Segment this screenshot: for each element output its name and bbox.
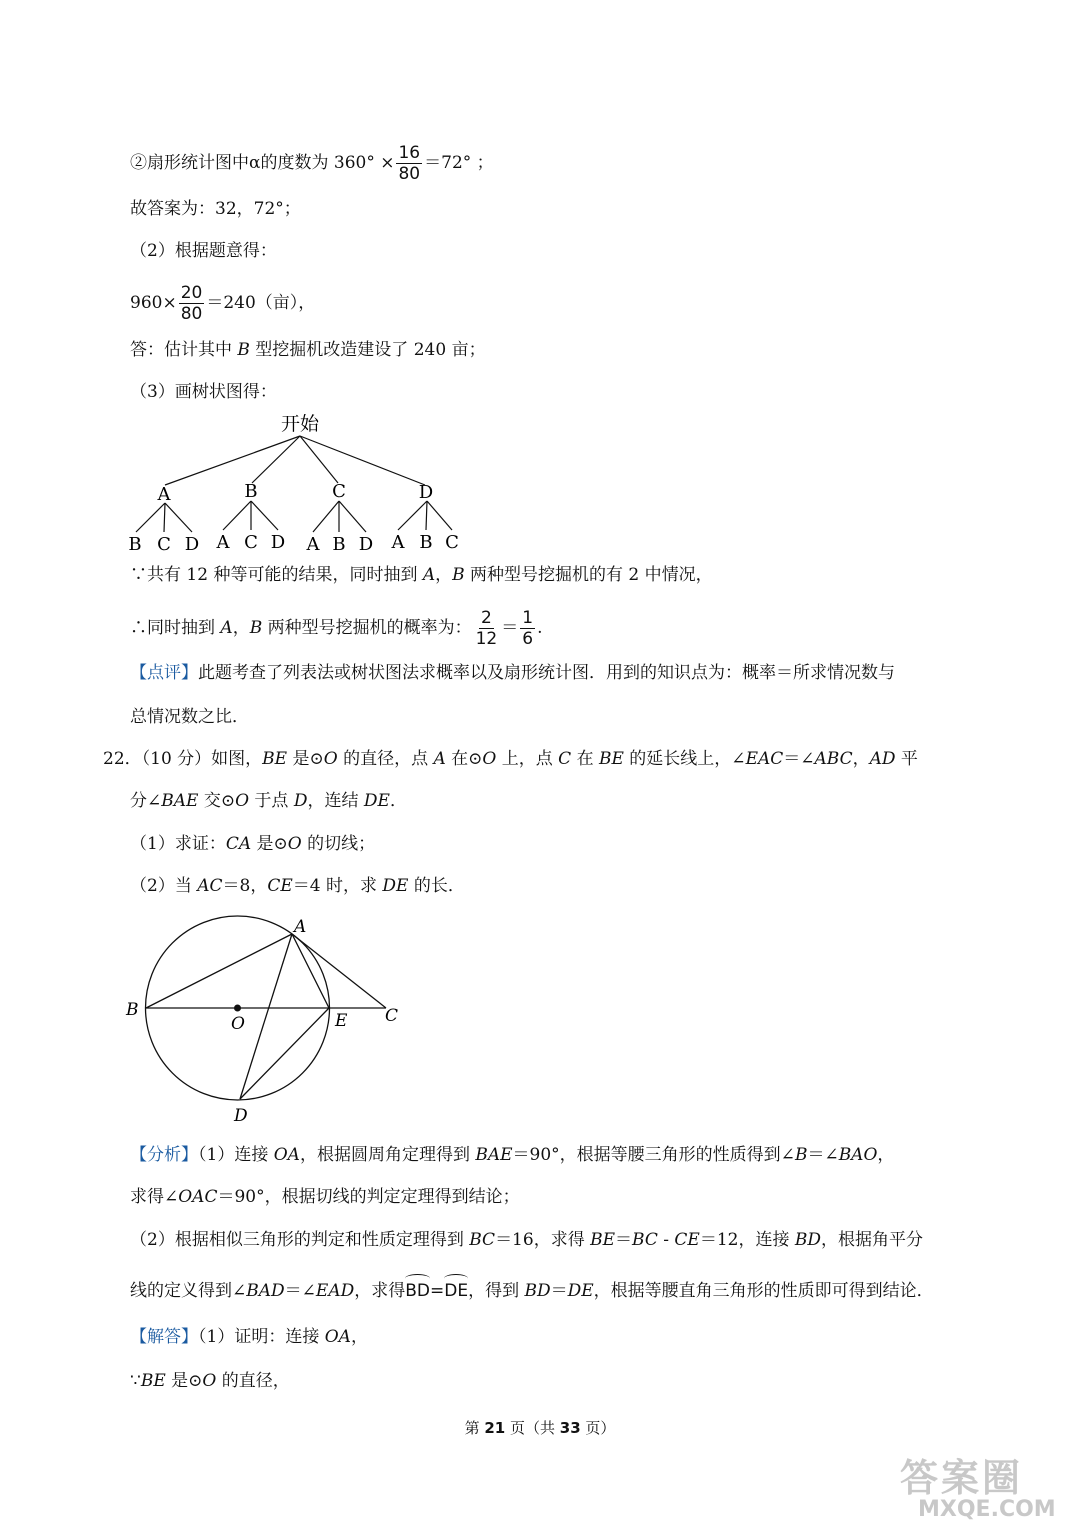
analysis-line-1 (130, 1143, 894, 1167)
analysis-line-3 (130, 1228, 923, 1252)
tree-leaf: D (358, 534, 374, 555)
label-o: O (231, 1014, 245, 1034)
tree-leaf: A (391, 532, 405, 553)
math-var: B (452, 565, 465, 585)
text: ． (389, 791, 407, 811)
math-var: DE (567, 1281, 594, 1301)
text: = (430, 1281, 445, 1301)
text-line-1 (130, 143, 494, 184)
tree-leaf: B (419, 532, 433, 553)
math-var: OAC (178, 1187, 218, 1207)
math-var: AC (197, 876, 223, 896)
text: ②扇形统计图中α的度数为 360° × (130, 153, 395, 173)
center-point (234, 1005, 241, 1012)
math-var: BAE (161, 791, 199, 811)
math-var: BAO (838, 1145, 878, 1165)
analysis-tag: 【分析】 (130, 1145, 198, 1165)
math-var: CE (267, 876, 293, 896)
text: 在 (571, 749, 599, 769)
math-var: DE (363, 791, 390, 811)
denominator: 80 (398, 164, 421, 184)
text: ＝∠ (807, 1145, 839, 1165)
solution-tag: 【解答】 (130, 1327, 198, 1347)
text: ， (877, 1145, 895, 1165)
tree-node-l1: A (157, 484, 171, 505)
comment-tag: 【点评】 (130, 663, 198, 683)
math-var: AD (869, 749, 896, 769)
math-var: O (202, 1371, 217, 1391)
text: 两种型号挖掘机的有 2 中情况， (464, 565, 713, 585)
tree-leaf: D (184, 534, 200, 555)
label-a: A (294, 917, 307, 937)
text: ，根据等腰直角三角形的性质即可得到结论． (593, 1281, 934, 1301)
text: ∵共有 12 种等可能的结果，同时抽到 (130, 565, 423, 585)
text-line-2: 故答案为：32，72°； (130, 199, 301, 219)
math-var: O (323, 749, 338, 769)
text: 的长． (408, 876, 465, 896)
tree-leaf: C (157, 534, 171, 555)
text: ＝∠ (783, 749, 815, 769)
math-var: A (433, 749, 446, 769)
text: ＝90°，根据等腰三角形的性质得到∠ (512, 1145, 795, 1165)
text: ，求得 (354, 1281, 406, 1301)
tree-leaf: B (128, 534, 142, 555)
tree-leaf: A (216, 532, 230, 553)
text: ， (350, 1327, 368, 1347)
text: 的切线； (301, 834, 376, 854)
fraction (474, 608, 500, 649)
math-var: O (287, 834, 302, 854)
tree-node-l1: B (244, 481, 258, 502)
math-var: BE (262, 749, 288, 769)
math-var: BE (590, 1230, 616, 1250)
math-var: EAC (745, 749, 784, 769)
math-var: OA (324, 1327, 351, 1347)
solution-line-2 (130, 1369, 290, 1393)
math-var: BD (794, 1230, 821, 1250)
math-var: C (558, 749, 572, 769)
text: 线的定义得到∠ (130, 1281, 247, 1301)
denominator: 6 (522, 629, 534, 649)
text-line-6: （3）画树状图得： (130, 382, 277, 402)
text: ，连结 (307, 791, 364, 811)
comment-line-1 (130, 661, 895, 685)
text: ， (435, 565, 453, 585)
math-var: O (482, 749, 497, 769)
text: 如图， (211, 749, 263, 769)
comment-line-2: 总情况数之比． (130, 707, 249, 727)
page-total: 33 (559, 1419, 581, 1437)
segment-ae (292, 934, 329, 1008)
tree-leaf: C (244, 532, 258, 553)
text: 答：估计其中 (130, 340, 238, 360)
tree-leaf: C (445, 532, 459, 553)
text: 是⊙ (251, 834, 288, 854)
math-var: ABC (814, 749, 853, 769)
watermark-url: MXQE.COM (918, 1497, 1056, 1522)
segment-ac (292, 934, 386, 1008)
text: （1）证明：连接 (198, 1327, 325, 1347)
text: 在⊙ (445, 749, 483, 769)
math-var: DE (382, 876, 409, 896)
question-22-line-1 (103, 747, 918, 771)
text: 上，点 (496, 749, 559, 769)
fraction (179, 283, 205, 324)
text-line-3: （2）根据题意得： (130, 241, 277, 261)
geometry-figure (118, 910, 418, 1130)
text: 求得∠ (130, 1187, 179, 1207)
math-var: O (235, 791, 250, 811)
math-var: EAD (315, 1281, 355, 1301)
text: ‐ (657, 1230, 675, 1250)
math-var: B (794, 1145, 808, 1165)
text: 交⊙ (198, 791, 236, 811)
page-footer (0, 1417, 1080, 1438)
math-var: BAE (475, 1145, 513, 1165)
tree-node-l1: D (418, 482, 434, 503)
analysis-line-2 (130, 1185, 520, 1209)
fraction (520, 608, 535, 649)
page-number: 21 (484, 1419, 506, 1437)
tree-leaf: A (306, 534, 320, 555)
text: ∴同时抽到 (130, 618, 221, 638)
fraction (396, 143, 422, 184)
text: ，得到 (468, 1281, 525, 1301)
text: 960× (130, 293, 177, 313)
segment-ad (240, 934, 292, 1099)
math-var: OA (273, 1145, 300, 1165)
label-e: E (335, 1011, 348, 1031)
tree-root: 开始 (280, 413, 320, 435)
question-22-line-2 (130, 789, 407, 813)
math-var: BC (469, 1230, 496, 1250)
text: ， (232, 618, 250, 638)
arc-bd: BD (405, 1281, 430, 1301)
text: ∵ (130, 1371, 141, 1391)
math-var: B (249, 618, 263, 638)
segment-de (240, 1008, 329, 1099)
math-var: CA (225, 834, 252, 854)
analysis-line-4 (130, 1279, 934, 1303)
watermark-title: 答案圈 (900, 1456, 1024, 1500)
label-c: C (385, 1006, 399, 1026)
segment-ba (146, 934, 292, 1008)
text: ＝12，连接 (699, 1230, 795, 1250)
text: ，根据圆周角定理得到 (299, 1145, 476, 1165)
text: 是⊙ (287, 749, 324, 769)
numerator: 2 (481, 608, 492, 628)
text: （2）当 (130, 876, 198, 896)
tree-edges (136, 436, 452, 532)
text: ＝ (550, 1281, 568, 1301)
text: ＝72° ； (424, 153, 494, 173)
text: 平 (895, 749, 918, 769)
text: ＝ (501, 618, 519, 638)
math-var: BC (632, 1230, 658, 1250)
label-b: B (126, 1000, 139, 1020)
text: 的直径， (216, 1371, 290, 1391)
text: ，根据角平分 (821, 1230, 923, 1250)
math-var: BE (599, 749, 624, 769)
text: ＝∠ (284, 1281, 316, 1301)
text: （2）根据相似三角形的判定和性质定理得到 (130, 1230, 470, 1250)
text-line-8 (130, 608, 542, 649)
math-var: BE (140, 1371, 166, 1391)
math-var: A (422, 565, 436, 585)
math-var: BAD (246, 1281, 285, 1301)
text: 的延长线上，∠ (623, 749, 746, 769)
text: 分∠ (130, 791, 162, 811)
watermark (900, 1458, 1075, 1524)
text: 于点 (249, 791, 294, 811)
text: ＝4 时，求 (292, 876, 383, 896)
question-22-part-2 (130, 874, 465, 898)
text: 是⊙ (165, 1371, 203, 1391)
text: ＝16，求得 (495, 1230, 591, 1250)
tree-leaf: D (270, 532, 286, 553)
text: . (537, 618, 543, 638)
text: 页（共 (505, 1419, 560, 1437)
text: ＝240（亩）， (206, 293, 316, 313)
tree-node-l1: C (332, 481, 346, 502)
label-d: D (234, 1106, 248, 1126)
text-line-7 (130, 563, 713, 587)
text: 两种型号挖掘机的概率为： (262, 618, 472, 638)
math-var: BD (524, 1281, 551, 1301)
text: （1）连接 (198, 1145, 274, 1165)
text-line-5 (130, 338, 486, 362)
tree-leaf: B (332, 534, 346, 555)
denominator: 12 (475, 629, 498, 649)
text: （1）求证： (130, 834, 226, 854)
text: ＝8， (222, 876, 268, 896)
solution-line-1 (130, 1325, 368, 1349)
text: 第 (464, 1419, 485, 1437)
text: ＝90°，根据切线的判定定理得到结论； (217, 1187, 520, 1207)
math-var: A (220, 618, 233, 638)
text: 此题考查了列表法或树状图法求概率以及扇形统计图．用到的知识点为：概率＝所求情况数与 (198, 663, 895, 683)
numerator: 20 (180, 283, 203, 303)
question-number: 22．（10 分） (103, 749, 212, 769)
text: ＝ (615, 1230, 633, 1250)
text: 的直径，点 (337, 749, 434, 769)
tree-diagram (120, 408, 480, 558)
math-var: CE (674, 1230, 700, 1250)
text: 型挖掘机改造建设了 240 亩； (249, 340, 486, 360)
math-var: B (237, 340, 250, 360)
math-var: D (293, 791, 308, 811)
numerator: 16 (398, 143, 421, 163)
numerator: 1 (522, 608, 534, 628)
text-line-4 (130, 283, 315, 324)
text: ， (852, 749, 870, 769)
denominator: 80 (180, 304, 203, 324)
arc-de: DE (444, 1281, 469, 1301)
text: 页） (580, 1419, 616, 1437)
question-22-part-1 (130, 832, 375, 856)
